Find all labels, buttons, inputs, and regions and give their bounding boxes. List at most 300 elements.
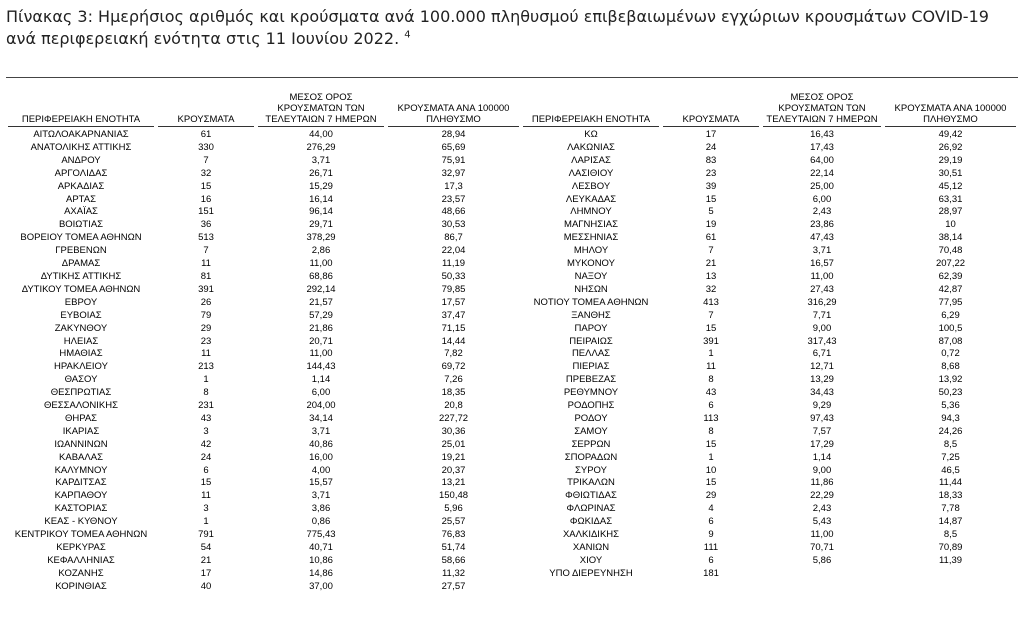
table-row [6,439,521,452]
cell-avg7: 27,43 [810,283,834,295]
table-row [521,232,1018,245]
cell-avg7: 15,29 [309,180,333,192]
table-row [6,374,521,387]
cell-cases: 11 [201,490,211,502]
table-row [521,336,1018,349]
table-row [521,542,1018,555]
cell-avg7: 97,43 [810,412,834,424]
cell-per100k: 50,23 [938,387,963,399]
cell-avg7: 1,14 [311,374,331,386]
table-caption [6,6,1020,50]
cell-avg7: 37,00 [309,580,333,592]
table-row [6,129,521,142]
table-row [6,542,521,555]
header-avg7: ΜΕΣΟΣ ΟΡΟΣ ΚΡΟΥΣΜΑΤΩΝ ΤΩΝ ΤΕΛΕΥΤΑΙΩΝ 7 ΗΜΕΡΩΝ [761,85,883,129]
cell-avg7: 3,71 [311,490,331,502]
table-row [6,413,521,426]
cell-avg7: 316,29 [807,296,837,308]
cell-cases: 413 [703,296,719,308]
table-row [521,400,1018,413]
cell-per100k: 71,15 [441,322,466,334]
cell-region: ΣΠΟΡΑΔΩΝ [564,451,618,463]
cell-per100k: 5,36 [941,400,960,412]
table-row [521,503,1018,516]
header-row [521,85,1018,129]
table-row [521,168,1018,181]
cell-avg7: 3,86 [311,503,331,515]
cell-per100k: 65,69 [441,141,466,153]
table-row [6,348,521,361]
cell-cases: 9 [708,529,714,541]
cell-cases: 15 [200,180,212,192]
table-row [6,516,521,529]
cell-per100k: 150,48 [438,490,469,502]
cell-per100k: 100,5 [938,322,963,334]
cell-region: ΚΑΡΔΙΤΣΑΣ [55,477,107,489]
cell-avg7: 3,71 [311,154,331,166]
cell-cases: 11 [706,361,716,373]
cell-per100k: 8,68 [941,361,960,373]
table-row [521,439,1018,452]
cell-per100k: 27,57 [441,580,466,592]
cell-per100k: 70,89 [938,542,963,553]
cell-avg7: 34,14 [309,412,333,424]
cell-region: ΠΡΕΒΕΖΑΣ [565,374,617,386]
cell-cases: 15 [705,193,717,205]
table-row [521,129,1018,142]
cell-per100k: 24,26 [938,425,963,437]
cell-cases: 13 [705,270,717,282]
cell-cases: 40 [200,580,212,592]
cell-region: ΣΕΡΡΩΝ [571,438,611,450]
table-row [521,529,1018,542]
cell-region: ΔΥΤΙΚΗΣ ΑΤΤΙΚΗΣ [40,270,122,282]
cell-cases: 3 [203,503,209,515]
cell-per100k: 30,51 [938,167,963,179]
cell-region: ΠΕΛΛΑΣ [571,348,611,360]
cell-per100k: 77,95 [938,296,963,308]
cell-per100k: 45,12 [938,180,963,192]
cell-per100k: 62,39 [938,270,963,282]
cell-region: ΛΑΚΩΝΙΑΣ [567,141,615,153]
cell-region: ΣΥΡΟΥ [575,464,607,476]
cell-region: ΛΑΡΙΣΑΣ [571,154,611,166]
right-table-body [521,129,1018,581]
cell-per100k: 22,04 [441,245,466,257]
cell-avg7: 16,57 [810,258,834,270]
cell-per100k: 46,5 [941,464,960,476]
cell-region: ΑΙΤΩΛΟΑΚΑΡΝΑΝΙΑΣ [33,129,129,140]
cell-avg7: 2,86 [311,245,331,257]
cell-avg7: 9,00 [812,322,832,334]
cell-avg7: 44,00 [309,129,333,140]
cell-per100k: 87,08 [938,335,963,347]
cell-avg7: 14,86 [309,567,333,579]
cell-avg7: 13,29 [810,374,834,386]
cell-cases: 6 [708,516,714,528]
cell-per100k: 14,87 [938,516,963,528]
cell-per100k: 7,82 [444,348,463,360]
cell-avg7: 276,29 [306,141,336,153]
cell-per100k: 17,57 [441,296,466,308]
cell-avg7: 21,57 [309,296,333,308]
cell-avg7: 11,00 [810,270,834,282]
table-row [6,452,521,465]
cell-avg7: 47,43 [810,232,834,244]
cell-region: ΑΡΓΟΛΙΔΑΣ [54,167,108,179]
table-row [6,529,521,542]
cell-region: ΘΕΣΣΑΛΟΝΙΚΗΣ [44,400,118,412]
table-row [521,297,1018,310]
cell-avg7: 204,00 [306,400,336,412]
cell-avg7: 775,43 [306,529,336,541]
cell-avg7: 11,00 [309,348,333,360]
cell-per100k: 7,25 [941,451,960,463]
cell-per100k: 58,66 [441,554,466,566]
cell-region: ΦΩΚΙΔΑΣ [569,516,613,528]
table-row [521,426,1018,439]
cell-region: ΒΟΙΩΤΙΑΣ [58,219,104,231]
table-row [6,271,521,284]
table-row [521,155,1018,168]
table-row [6,490,521,503]
cell-region: ΗΡΑΚΛΕΙΟΥ [54,361,108,373]
cell-cases: 4 [708,503,714,515]
cell-cases: 54 [200,542,212,553]
cell-per100k: 227,72 [438,412,469,424]
table-row [6,477,521,490]
cell-region: ΡΕΘΥΜΝΟΥ [563,387,619,399]
cell-per100k: 29,19 [938,154,963,166]
table-row [521,413,1018,426]
cell-region: ΚΟΖΑΝΗΣ [58,567,104,579]
cell-region: ΣΑΜΟΥ [574,425,608,437]
table-row [521,361,1018,374]
cell-cases: 8 [203,387,209,399]
cell-cases: 15 [705,477,717,489]
cell-avg7: 15,57 [309,477,333,489]
cell-avg7: 0,86 [311,516,331,528]
cell-per100k: 26,92 [938,141,963,153]
cell-avg7: 23,86 [810,219,834,231]
cell-region: ΦΘΙΩΤΙΔΑΣ [565,490,617,502]
cell-region: ΥΠΟ ΔΙΕΡΕΥΝΗΣΗ [549,567,633,579]
cell-cases: 7 [708,309,714,321]
cell-cases: 1 [203,374,209,386]
cell-avg7: 7,71 [812,309,832,321]
cell-cases: 181 [703,567,719,579]
cell-avg7: 3,71 [311,425,331,437]
cell-per100k: 8,5 [943,438,958,450]
cell-cases: 7 [708,245,714,257]
cell-cases: 19 [705,219,717,231]
cell-region: ΛΕΣΒΟΥ [571,180,611,192]
table-row [6,581,521,594]
cell-per100k: 75,91 [441,154,466,166]
cell-region: ΑΧΑΪΑΣ [64,206,98,218]
cell-per100k: 76,83 [441,529,466,541]
cell-cases: 21 [200,554,212,566]
cell-cases: 61 [200,129,212,140]
cell-cases: 42 [200,438,212,450]
cell-cases: 11 [201,348,211,360]
cell-cases: 513 [198,232,214,244]
cell-avg7: 16,14 [309,193,333,205]
right-table-section [521,85,1018,581]
cell-per100k: 63,31 [938,193,963,205]
cell-per100k: 7,26 [444,374,463,386]
table-row [6,155,521,168]
table-row [6,219,521,232]
cell-per100k: 11,19 [441,258,466,270]
cell-region: ΚΑΡΠΑΘΟΥ [54,490,108,502]
table-row [6,142,521,155]
cell-region: ΑΝΔΡΟΥ [61,154,101,166]
cell-per100k: 70,48 [938,245,963,257]
cell-region: ΠΙΕΡΙΑΣ [572,361,610,373]
cell-per100k: 11,44 [938,477,963,489]
cell-avg7: 3,71 [812,245,832,257]
header-region: ΠΕΡΙΦΕΡΕΙΑΚΗ ΕΝΟΤΗΤΑ [6,85,156,129]
cell-avg7: 11,00 [309,258,333,270]
cell-avg7: 17,29 [810,438,834,450]
cell-region: ΛΑΣΙΘΙΟΥ [568,167,614,179]
table-row [521,271,1018,284]
cell-per100k: 13,21 [441,477,466,489]
cell-per100k: 5,96 [444,503,463,515]
cell-per100k: 30,53 [441,219,466,231]
table-row [6,426,521,439]
cell-cases: 5 [708,206,714,218]
cell-region: ΗΛΕΙΑΣ [63,335,99,347]
cell-cases: 24 [200,451,212,463]
cell-avg7: 292,14 [306,283,336,295]
table-row [6,194,521,207]
cell-region: ΛΕΥΚΑΔΑΣ [565,193,617,205]
cell-region: ΡΟΔΟΠΗΣ [567,400,615,412]
cell-per100k: 7,78 [941,503,960,515]
table-row [521,465,1018,478]
caption-text: Πίνακας 3: Ημερήσιος αριθμός και κρούσματα ανά 100.000 πληθυσμού επιβεβαιωμένων εγχώριων κρουσμάτων COVID-19 ανά περιφερειακή ενότητα στις 11 Ιουνίου 2022. [6,7,989,48]
cell-cases: 151 [198,206,214,218]
cell-region: ΗΜΑΘΙΑΣ [59,348,103,360]
cell-avg7: 25,00 [810,180,834,192]
cell-avg7: 6,71 [812,348,832,360]
table-row [6,361,521,374]
cell-per100k: 79,85 [441,283,466,295]
table-row [521,477,1018,490]
table-row [6,206,521,219]
cell-region: ΠΕΙΡΑΙΩΣ [569,335,613,347]
cell-cases: 79 [200,309,212,321]
cell-per100k: 0,72 [941,348,960,360]
table-row [521,245,1018,258]
cell-avg7: 378,29 [306,232,336,244]
cell-cases: 21 [705,258,717,270]
cell-avg7: 22,29 [810,490,834,502]
cell-avg7: 70,71 [810,542,834,553]
cell-cases: 231 [198,400,214,412]
cell-region: ΞΑΝΘΗΣ [571,309,611,321]
cell-avg7: 144,43 [306,361,336,373]
cell-per100k: 14,44 [441,335,466,347]
cell-cases: 81 [200,270,212,282]
cell-region: ΑΝΑΤΟΛΙΚΗΣ ΑΤΤΙΚΗΣ [30,141,132,153]
cell-avg7: 96,14 [309,206,333,218]
cell-cases: 3 [203,425,209,437]
cell-cases: 6 [708,554,714,566]
cell-region: ΔΡΑΜΑΣ [61,258,101,270]
cell-avg7: 2,43 [812,206,832,218]
cell-region: ΝΑΞΟΥ [574,270,608,282]
top-rule [6,77,1018,78]
cell-region: ΜΑΓΝΗΣΙΑΣ [564,219,618,231]
header-cases: ΚΡΟΥΣΜΑΤΑ [661,85,761,129]
table-row [6,568,521,581]
cell-region: ΚΕΝΤΡΙΚΟΥ ΤΟΜΕΑ ΑΘΗΝΩΝ [14,529,148,541]
cell-region: ΘΗΡΑΣ [64,412,98,424]
cell-region: ΓΡΕΒΕΝΩΝ [55,245,107,257]
table-row [521,323,1018,336]
cell-cases: 8 [708,425,714,437]
cell-cases: 330 [198,141,214,153]
cell-per100k: 38,14 [938,232,963,244]
cell-avg7: 1,14 [812,451,832,463]
cell-cases: 29 [705,490,717,502]
cell-region: ΡΟΔΟΥ [574,412,608,424]
cell-per100k: 28,94 [441,129,466,140]
cell-cases: 113 [703,412,719,424]
cell-region: ΔΥΤΙΚΟΥ ΤΟΜΕΑ ΑΘΗΝΩΝ [21,283,141,295]
cell-avg7: 20,71 [309,335,333,347]
cell-region: ΤΡΙΚΑΛΩΝ [567,477,615,489]
cell-region: ΛΗΜΝΟΥ [570,206,612,218]
cell-per100k: 18,33 [938,490,963,502]
cell-avg7: 2,43 [812,503,832,515]
table-row [521,374,1018,387]
cell-region: ΚΕΑΣ - ΚΥΘΝΟΥ [44,516,118,528]
cell-per100k: 69,72 [441,361,466,373]
table-row [6,503,521,516]
cell-per100k: 23,57 [441,193,466,205]
table-row [521,284,1018,297]
cell-avg7: 12,71 [810,361,834,373]
cell-per100k: 25,57 [441,516,466,528]
cell-per100k: 11,39 [938,554,963,566]
footnote-marker: 4 [404,29,411,41]
table-row [521,490,1018,503]
cell-cases: 1 [203,516,209,528]
cell-avg7: 11,00 [810,529,834,541]
cell-region: ΙΚΑΡΙΑΣ [62,425,100,437]
table-row [6,400,521,413]
left-table-section [6,85,521,594]
cell-cases: 36 [200,219,212,231]
cell-per100k: 17,3 [444,180,463,192]
table-row [6,245,521,258]
cell-avg7: 9,29 [812,400,832,412]
cell-cases: 17 [200,567,212,579]
table-row [521,568,1018,581]
cell-per100k: 51,74 [441,542,466,553]
header-cases: ΚΡΟΥΣΜΑΤΑ [156,85,256,129]
table-row [521,516,1018,529]
cell-cases: 26 [200,296,212,308]
cell-region: ΘΕΣΠΡΩΤΙΑΣ [50,387,112,399]
right-table [521,85,1018,581]
cell-cases: 39 [705,180,717,192]
cell-per100k: 11,32 [441,567,466,579]
cell-avg7: 68,86 [309,270,333,282]
cell-cases: 83 [705,154,717,166]
cell-per100k: 30,36 [441,425,466,437]
cell-cases: 6 [203,464,209,476]
cell-cases: 10 [705,464,717,476]
cell-per100k: 50,33 [441,270,466,282]
cell-per100k: 37,47 [441,309,466,321]
cell-per100k: 28,97 [938,206,963,218]
cell-per100k: 49,42 [938,129,963,140]
cell-per100k: 20,37 [441,464,466,476]
header-per100k: ΚΡΟΥΣΜΑΤΑ ΑΝΑ 100000 ΠΛΗΘΥΣΜΟ [386,85,521,129]
table-row [6,323,521,336]
cell-region: ΙΩΑΝΝΙΝΩΝ [54,438,108,450]
cell-cases: 15 [705,322,717,334]
cell-region: ΧΙΟΥ [579,554,603,566]
table-row [521,181,1018,194]
cell-avg7: 9,00 [812,464,832,476]
cell-cases: 7 [203,154,209,166]
cell-per100k: 19,21 [441,451,466,463]
table-row [521,258,1018,271]
table-row [6,232,521,245]
cell-cases: 23 [705,167,717,179]
cell-avg7: 57,29 [309,309,333,321]
table-row [521,219,1018,232]
table-row [6,310,521,323]
table-row [521,142,1018,155]
cell-region: ΚΟΡΙΝΘΙΑΣ [55,580,107,592]
cell-avg7: 317,43 [807,335,837,347]
table-row [521,348,1018,361]
cell-per100k: 13,92 [938,374,963,386]
cell-cases: 791 [198,529,214,541]
cell-cases: 6 [708,400,714,412]
cell-cases: 15 [705,438,717,450]
cell-per100k: 94,3 [941,412,960,424]
cell-cases: 29 [200,322,212,334]
cell-region: ΝΟΤΙΟΥ ΤΟΜΕΑ ΑΘΗΝΩΝ [533,296,649,308]
table-row [6,387,521,400]
header-avg7: ΜΕΣΟΣ ΟΡΟΣ ΚΡΟΥΣΜΑΤΩΝ ΤΩΝ ΤΕΛΕΥΤΑΙΩΝ 7 ΗΜΕΡΩΝ [256,85,386,129]
cell-avg7: 5,86 [812,554,832,566]
cell-region: ΧΑΝΙΩΝ [572,542,610,553]
cell-avg7: 34,43 [810,387,834,399]
cell-avg7: 40,86 [309,438,333,450]
table-row [6,336,521,349]
table-row [6,284,521,297]
cell-avg7: 6,00 [311,387,331,399]
cell-region: ΚΑΛΥΜΝΟΥ [54,464,108,476]
cell-cases: 15 [200,477,212,489]
header-row [6,85,521,129]
cell-region: ΝΗΣΩΝ [574,283,608,295]
cell-avg7: 40,71 [309,542,333,553]
cell-per100k: 25,01 [441,438,466,450]
cell-region: ΧΑΛΚΙΔΙΚΗΣ [562,529,620,541]
table-row [521,310,1018,323]
table-row [6,168,521,181]
